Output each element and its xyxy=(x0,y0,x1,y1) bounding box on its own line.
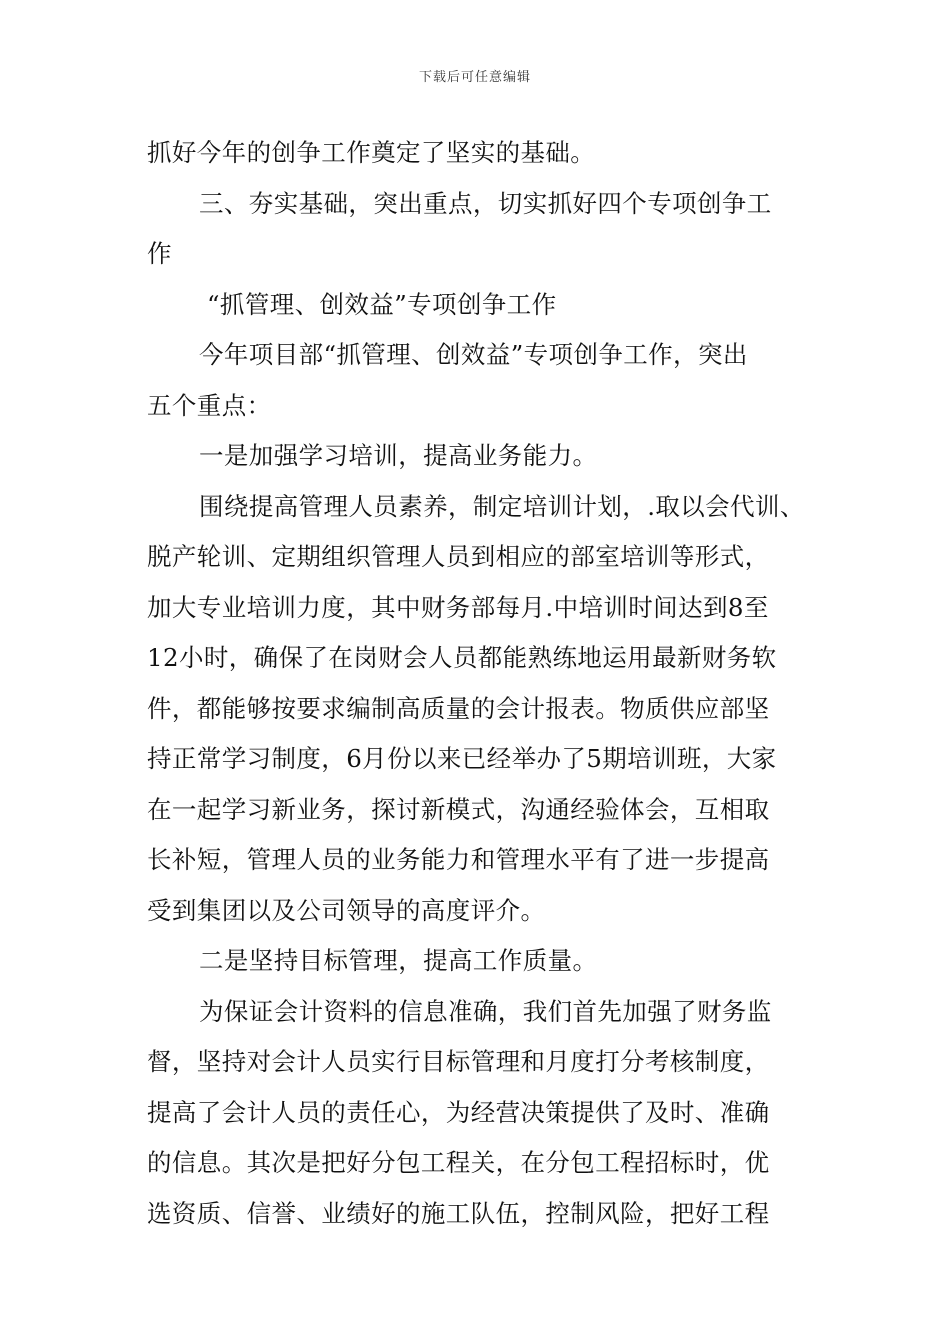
point-heading: 一是加强学习培训，提高业务能力。 xyxy=(199,441,598,470)
text-line: 长补短，管理人员的业务能力和管理水平有了进一步提高 xyxy=(147,845,770,874)
text-line: 件，都能够按要求编制高质量的会计报表。物质供应部坚 xyxy=(147,693,770,723)
text-line: 为保证会计资料的信息准确，我们首先加强了财务监 xyxy=(199,996,772,1026)
text-line: 抓好今年的创争工作奠定了坚实的基础。 xyxy=(147,138,596,167)
text-line: 受到集团以及公司领导的高度评介。 xyxy=(147,895,546,925)
text-line: 督，坚持对会计人员实行目标管理和月度打分考核制度， xyxy=(147,1047,770,1076)
text-line: 今年项目部“抓管理、创效益”专项创争工作，突出 xyxy=(199,340,748,369)
text-line: 五个重点： xyxy=(147,390,272,420)
text-line: 12小时，确保了在岗财会人员都能熟练地运用最新财务软 xyxy=(147,643,777,672)
section-heading-continued: 作 xyxy=(147,239,172,268)
section-heading: 三、夯实基础，突出重点，切实抓好四个专项创争工 xyxy=(199,188,772,218)
text-line: 加大专业培训力度，其中财务部每月.中培训时间达到8至 xyxy=(147,592,769,622)
subsection-heading: “抓管理、创效益”专项创争工作 xyxy=(207,289,557,319)
text-line: 在一起学习新业务，探讨新模式，沟通经验体会，互相取 xyxy=(147,794,770,824)
text-line: 脱产轮训、定期组织管理人员到相应的部室培训等形式， xyxy=(147,542,770,571)
text-line: 的信息。其次是把好分包工程关，在分包工程招标时，优 xyxy=(147,1148,770,1177)
text-line: 选资质、信誉、业绩好的施工队伍，控制风险，把好工程 xyxy=(147,1198,770,1228)
page-header: 下载后可任意编辑 xyxy=(418,70,531,85)
text-line: 提高了会计人员的责任心，为经营决策提供了及时、准确 xyxy=(147,1097,770,1127)
text-line: 围绕提高管理人员素养，制定培训计划，.取以会代训、 xyxy=(199,491,805,521)
document-body xyxy=(147,128,827,1239)
point-heading: 二是坚持目标管理，提高工作质量。 xyxy=(199,946,598,975)
text-line: 持正常学习制度，6月份以来已经举办了5期培训班，大家 xyxy=(147,744,777,773)
